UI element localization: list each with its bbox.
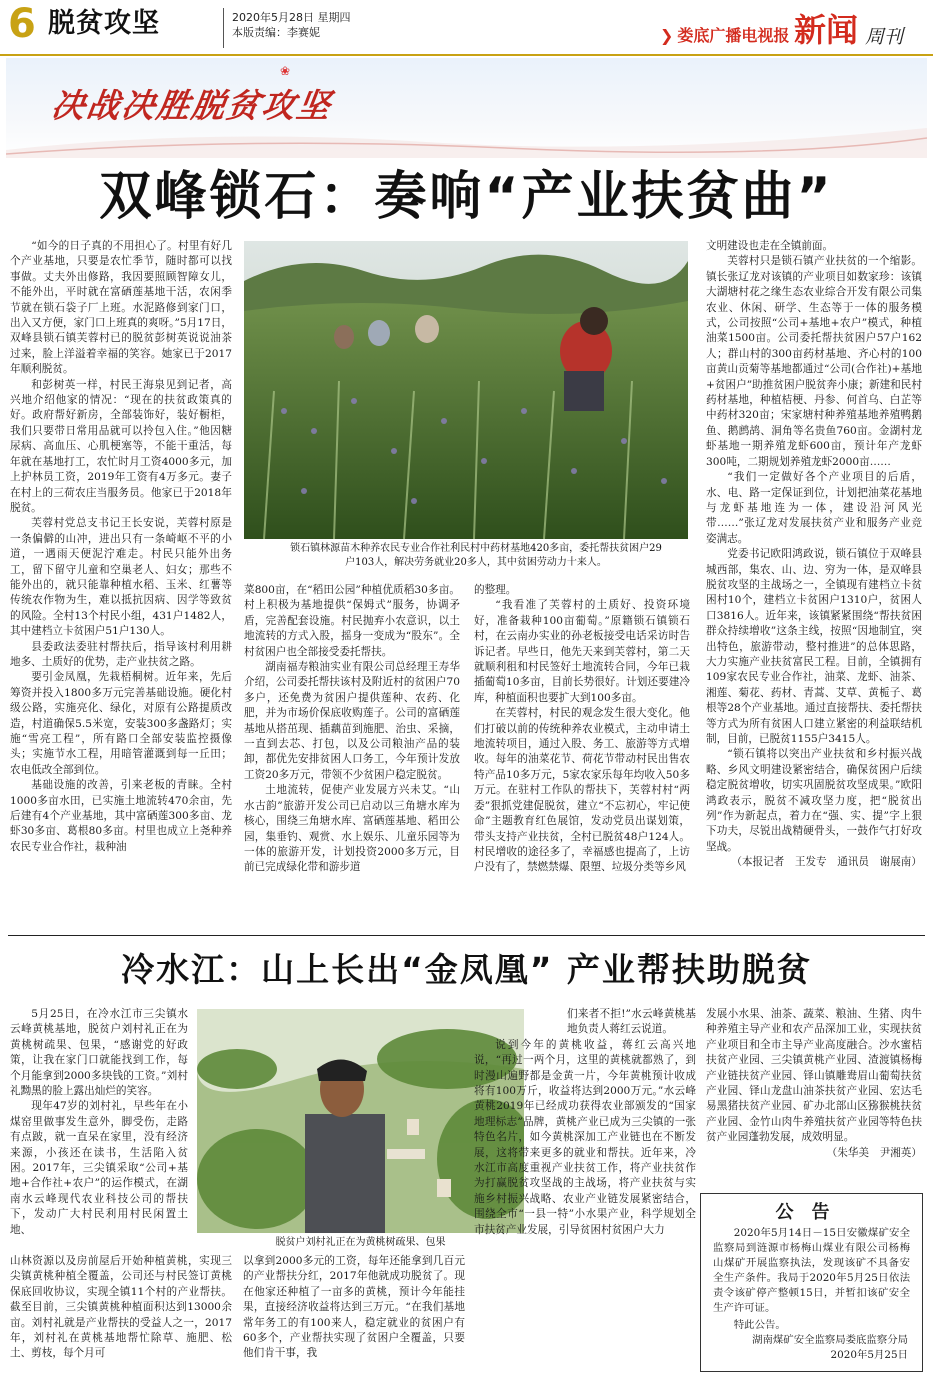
paragraph: 土地流转，促使产业发展方兴未艾。“山水古韵”旅游开发公司已启动以三角塘水库为核心，围绕三角塘水库、富硒莲基地、稻田公园，集垂钓、观赏、水上娱乐、儿童乐园等为一体的旅游开发，计划投资2000多万元，目前已完成绿化带和游步道 [244,784,460,874]
publisher-brand [660,23,789,46]
paragraph: 在芙蓉村，村民的观念发生很大变化。他们打破以前的传统种养农业模式，主动申请土地流转项目，通过入股、务工、旅游等方式增收。每年的油菜花节、荷花节带动村民出售农特产品10多万元，5家农家乐每年均收入50多万元。在驻村工作队的帮扶下，芙蓉村村“两委”狠抓党建促脱贫，建立“不忘初心，牢记使命”主题教育红色展馆，发动党员出谋划策，带头支持产业扶贫，全村已脱贫48户124人。村民增收的途径多了，幸福感也提高了，上访户没有了，禁燃禁爆、限塑、垃圾分类等乡风 [474,707,690,874]
article1-headline: 双峰锁石：奏响“产业扶贫曲” [99,167,834,227]
paragraph: 以拿到2000多元的工资，每年还能拿到几百元的产业帮扶分红，2017年他就成功脱贫了。现在他家还种植了一亩多的黄桃，预计今年能挂果，直接经济收益将达到三万元。“在我们基地常年务工的有100来人，稳定就业的贫困户有60多个，产业帮扶实现了贫困户全覆盖，只要他们肯干事，我 [243,1255,465,1360]
article1-byline: （本报记者 王发专 通讯员 谢展南） [731,856,922,869]
notice-title: 公告 [775,1202,848,1223]
paragraph: 芙蓉村党总支书记王长安说，芙蓉村原是一条偏僻的山冲，进出只有一条崎岖不平的小道，一遇雨天便泥泞难走。村民只能外出务工，留下留守儿童和空巢老人、妇女；那些不能外出的，就只能靠种植水稻、玉米、红薯等传统农作物为生，难以抵抗因病、因学等致贫的风险。全村13个村民小组，431户1482人，其中建档立卡贫困户51户130人。 [10,517,232,638]
paragraph: “我看准了芙蓉村的土质好、投资环境好，准备栽种100亩葡萄。”原籍锁石镇锁石村，在云南办实业的孙老板接受电话采访时告诉记者。早些日，他先天来到芙蓉村，第二天就顺利租和村民签好土地流转合同，今年已栽插葡萄10多亩，目前长势很好。计划还要建冷库，种植面积也要扩大到100多亩。 [474,599,690,704]
paragraph: 基础设施的改善，引来老板的青睐。全村1000多亩水田，已实施土地流转470余亩，先后建有4个产业基地，其中富硒莲300多亩、龙虾30多亩、葛根80多亩。村里也成立上尧种养农民专业合作社，栽种油 [10,779,232,853]
bird-icon: ❀ [280,64,291,78]
notice-signature: 湖南煤矿安全监察局娄底监察分局 [752,1334,908,1346]
article2-column-1b [10,1254,232,1362]
masthead-weekly: 周刊 [865,26,904,48]
article2-column-4 [706,1007,922,1161]
notice-closing: 特此公告。 [733,1319,786,1331]
page-editor: 本版责编：李赛妮 [232,26,320,39]
paragraph: 现年47岁的刘村礼，早些年在小煤窑里做事发生意外，脚受伤，走路有点跛，就一直呆在家里，没有经济来源，小孩还在读书，生活陷入贫困。2017年，三尖镇采取“公司+基地+合作社+农户”的运作模式，在湖南水云峰现代农业科技公司的帮扶下，发动广大村民利用村民闲置土地、 [10,1100,188,1236]
paragraph: 说到今年的黄桃收益，蒋红云高兴地说，“再过一两个月，这里的黄桃就都熟了，到时漫山遍野都是金黄一片，今年黄桃预计收成将有100万斤，收益将达到2000万元。”水云峰黄桃2019年已经成功获得农业部颁发的“国家地理标志”品牌，黄桃产业已成为三尖镇的一张特色名片，如今黄桃深加工产业链也在不断发展，这将带来更多的就业和帮扶。近年来，冷水江市高度重视产业扶贫工作，将产业扶贫作为打赢脱贫攻坚战的主战场，将产业扶贫与实施乡村振兴战略、农业产业链发展紧密结合，围绕全市“一县一特”小水果产业，科学规划全市扶贫产业发展，引导贫困村贫困户大力 [474,1038,696,1236]
section-title: 脱贫攻坚 [48,8,160,39]
article2-photo-caption: 脱贫户刘村礼正在为黄桃树疏果、包果 [275,1237,446,1248]
page-number: 6 [8,1,36,47]
notice-body: 2020年5月14日－15日安徽煤矿安全监察局到涟源市杨梅山煤业有限公司杨梅山煤矿开展监察执法，发现该矿不具备安全生产条件。我局于2020年5月25日依法责令该矿停产整顿15日，并暂扣该矿安全生产许可证。 [713,1227,910,1314]
article2-headline: 冷水江：山上长出“金凤凰” 产业帮扶助脱贫 [121,950,812,989]
paragraph: 的整理。 [474,584,517,596]
article1-column-1 [10,239,232,855]
paragraph: 菜800亩，在“稻田公园”种植优质稻30多亩。村上积极为基地提供“保姆式”服务，协调矛盾，完善配套设施。村民抛弃小农意识，以土地流转的方式入股，摇身一变成为“股东”。全村贫困户也全部接受委托帮扶。 [244,584,460,658]
paragraph: 县委政法委驻村帮扶后，指导该村利用耕地多、土质好的优势，走产业扶贫之路。 [10,640,232,668]
paragraph: “锁石镇将以突出产业扶贫和乡村振兴战略、乡风文明建设紧密结合，确保贫困户后续稳定脱贫增收，切实巩固脱贫攻坚成果。”欧阳鸿政表示，脱贫不减攻坚力度，把“脱贫出列”作为新起点，着力在“强、实、提”字上狠下功夫，尽锐出战精硬骨头，一鼓作气打好攻坚战。 [706,748,922,853]
section-divider [8,935,925,936]
article1-photo-caption: 锁石镇林源苗木种养农民专业合作社利民村中药材基地420多亩，委托帮扶贫困户29户103人，解决劳务就业20多人，其中贫困劳动力十来人。 [290,543,662,568]
paragraph: 党委书记欧阳鸿政说，锁石镇位于双峰县城西部，集农、山、边、穷为一体，是双峰县脱贫攻坚的主战场之一，全镇现有建档立卡贫困村10个，建档立卡贫困户1310户，贫困人口3816人。近年来，该镇紧紧围绕“帮扶贫困群众持续增收”这条主线，按照“因地制宜，突出特色，旅游带动，整村推进”的总体思路，大力实施产业扶贫富民工程。目前，全镇拥有109家农民专业合作社，油菜、龙虾、油茶、湘莲、菊花、药材、青蒿、艾草、黄栀子、葛根等28个产业基地。通过直接帮扶、委托帮扶等方式为所有贫困人口建立紧密的利益联结机制，目前，已脱贫1155户3415人。 [706,548,922,745]
article2-byline: （朱华美 尹湘英） [826,1146,922,1159]
issue-date: 2020年5月28日 星期四 [232,11,351,24]
paragraph: “如今的日子真的不用担心了。村里有好几个产业基地，只要是农忙季节，随时都可以找事做。丈夫外出修路，我因要照顾智障女儿，不能外出，平时就在富硒莲基地干活，农闲季节就在锁石袋子厂上班。水泥路修到家门口，出入又方便，家门口上班真的爽呀。”5月17日，双峰县锁石镇芙蓉村已的脱贫彭树英说说油茶过来，脸上洋溢着幸福的笑容。她家已于2017年顺利脱贫。 [10,240,232,376]
article2-column-2 [243,1254,465,1362]
paragraph: 们来者不拒!”水云峰黄桃基地负责人蒋红云说道。 [567,1008,696,1036]
paragraph: 湖南福寿粮油实业有限公司总经理王寿华介绍，公司委托帮扶该村及附近村的贫困户70多户，还免费为贫困户提供莲种、农药、化肥，并为市场价保底收购莲子。公司的富硒莲基地从搭茁现、插藕苗到施肥、治虫、采摘，一直到去芯、打包，以及公司粮油产品的装卸，都优先安排贫困人口务工，今年预计发放工资20多万元，带领不少贫困户稳定脱贫。 [244,661,460,781]
paragraph: 和彭树英一样，村民王海泉见到记者，高兴地介绍他家的情况：“现在的扶贫政策真的好。政府帮好新房，全部装饰好，装好橱柜，我们只要带日常用品就可以拎包入住。”他因糖尿病、高血压、心肌梗塞等，不能干重活，每年就在基地打工，农忙时月工资4000多元，加上护林员工资，2019年工资有4万多元。妻子在村上的三荷农庄当服务员。他家已于2018年脱贫。 [10,378,232,514]
masthead-news: 新闻 [794,11,859,49]
article1-column-2 [244,583,460,876]
paragraph: 山林资源以及房前屋后开始种植黄桃，实现三尖镇黄桃种植全覆盖，公司还与村民签订黄桃保底回收协议，实现全镇11个村的产业帮扶。截至目前，三尖镇黄桃种植面积达到13000余亩。刘村礼就是产业帮扶的受益人之一，2017年，刘村礼在黄桃基地帮忙除草、施肥、松土、剪枝，每个月可 [10,1255,232,1360]
header-divider [223,8,224,48]
article1-column-4 [706,239,922,871]
public-notice [700,1193,923,1372]
publisher-name: 娄底广播电视报 [677,26,790,45]
issue-meta [232,10,351,40]
banner-slogan: 决战决胜脱贫攻坚 [48,86,335,125]
notice-date: 2020年5月25日 [830,1349,908,1361]
header-rule [0,54,933,56]
paragraph: 要引金凤凰，先栽梧桐树。近年来，先后筹资并投入1800多万元完善基础设施。硬化村级公路，实施亮化、绿化，对原有公路提质改造，村道确保5.5米宽，安装300多盏路灯；实施“雪亮工程”，所有路口全部安装监控摄像头；实施节水工程，用暗管灌溉到每一丘田；农电低改全部到位。 [10,671,232,776]
paragraph: “我们一定做好各个产业项目的后盾，水、电、路一定保证到位，计划把油菜花基地与龙虾基地连为一体，建设沿河风光带……”张辽龙对发展扶贫产业和服务产业竞姿满志。 [706,471,922,545]
photo-farm-field [244,241,688,539]
paragraph: 5月25日，在冷水江市三尖镇水云峰黄桃基地，脱贫户刘村礼正在为黄桃树疏果、包果，“感谢党的好政策，让我在家门口就能找到工作，每个月能拿到2000多块钱的工资。”刘村礼黝黑的脸上露出灿烂的笑容。 [10,1008,188,1098]
paragraph: 芙蓉村只是锁石镇产业扶贫的一个缩影。镇长张辽龙对该镇的产业项目如数家珍：该镇大湖塘村花之缘生态农业综合开发有限公司集农业、休闲、研学、生态等于一体的服务模式，公司按照“公司+基地+农户”模式，种植油菜1500亩。公司委托帮扶贫困户57户162人；群山村的300亩药材基地、齐心村的100亩黄山贡菊等基地都通过“公司(合作社)+基地+贫困户”助推贫困户脱贫奔小康；新建和民村药材基地，种植桔梗、丹参、何首乌、白芷等中药材320亩；宋家塘村种养殖基地养殖鸭鹅鱼、鹅鹧鸪、洞角等名贵鱼760亩。金湖村龙虾基地一期养殖龙虾600亩，预计年产龙虾300吨，二期规划养殖龙虾2000亩…… [706,255,922,468]
article2-column-3 [474,1007,696,1238]
article1-photo [244,241,688,539]
paragraph: 发展小水果、油茶、蔬菜、粮油、生猪、肉牛种养殖主导产业和农产品深加工业，实现扶贫产业项目和全市主导产业高度融合。沙水蜜桔扶贫产业园、三尖镇黄桃产业园、渣渡镇杨梅产业链扶贫产业园、铎山镇雕鸯眉山葡萄扶贫产业园、铎山龙盘山油茶扶贫产业园、宏达毛易黑猪扶贫产业园、矿办北部山区猕猴桃扶贫产业园、金竹山肉牛养殖扶贫产业园等特色扶贫产业园蓬勃发展，成效明显。 [706,1008,922,1144]
chevron-icon: ❯ [660,26,674,45]
paragraph: 文明建设也走在全镇前面。 [706,240,834,252]
article1-column-3 [474,583,690,876]
article2-column-1a [10,1007,188,1238]
